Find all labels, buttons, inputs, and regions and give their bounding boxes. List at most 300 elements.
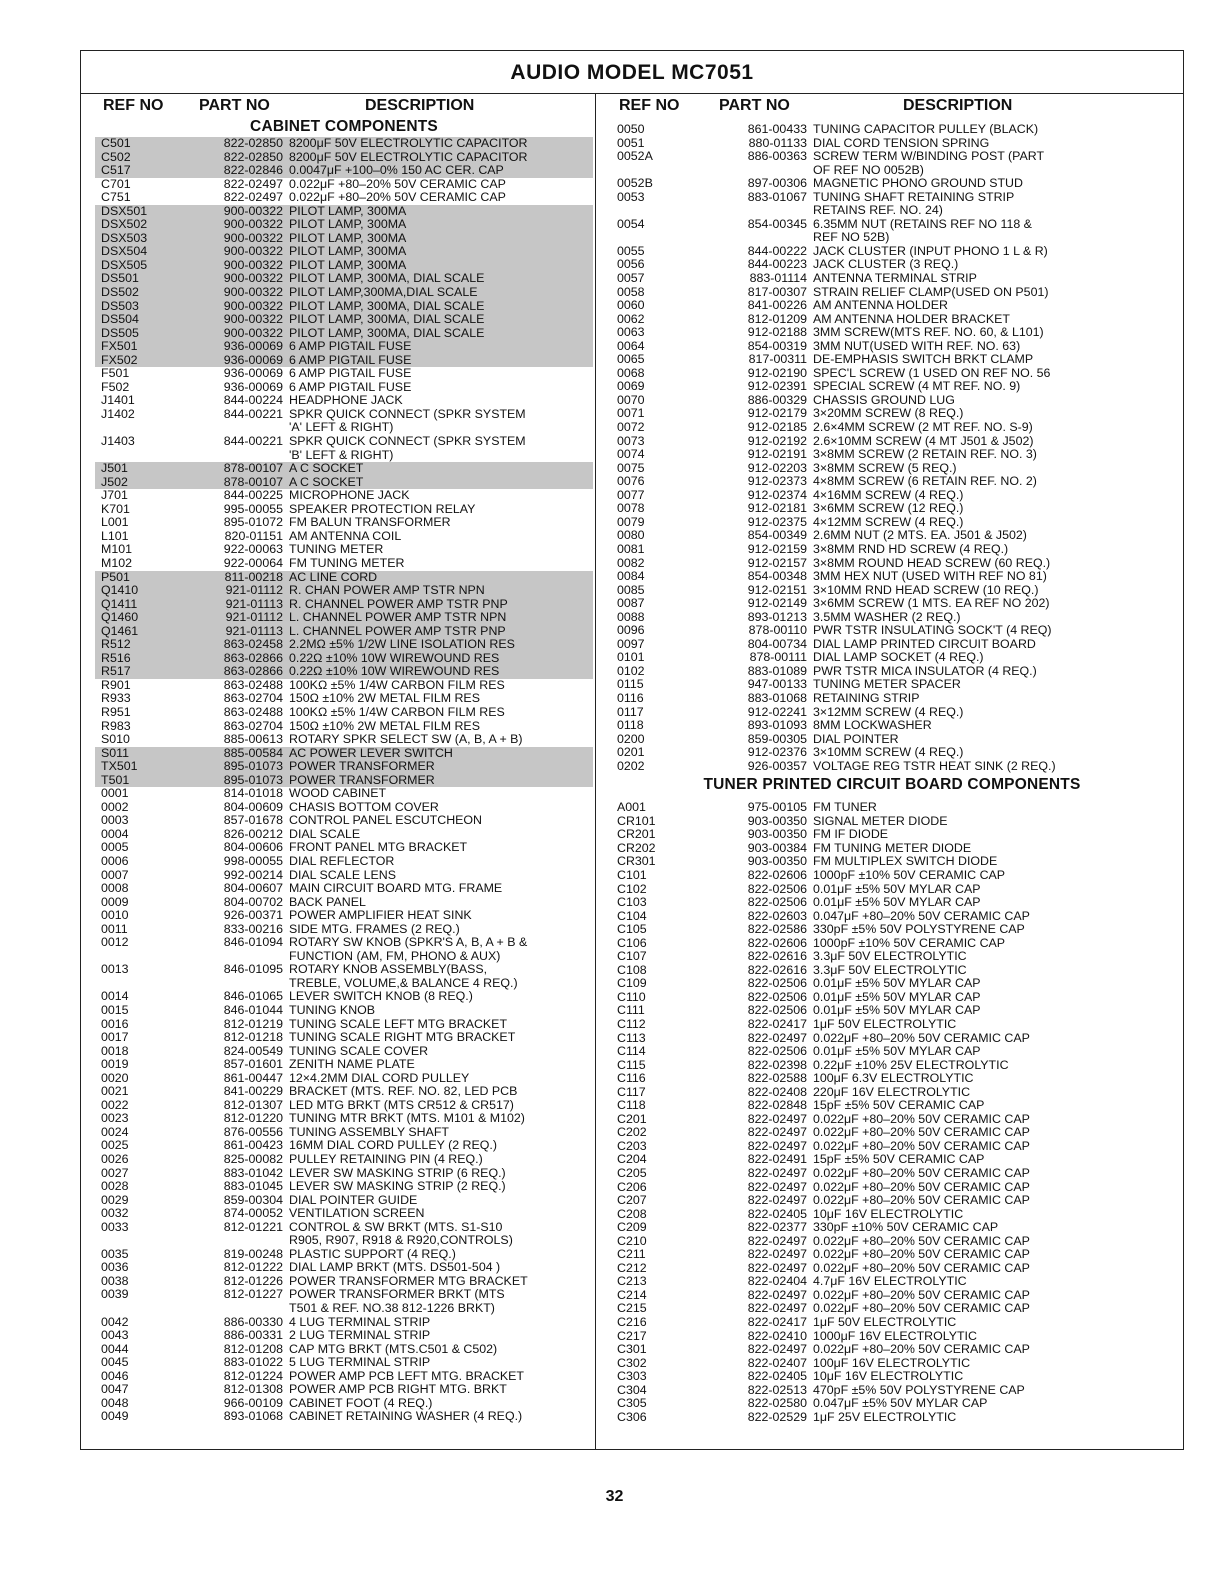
description-cell: 0.022μF +80–20% 50V CERAMIC CAP	[813, 1288, 1030, 1302]
table-row	[95, 151, 593, 165]
ref-no-cell: C110	[617, 989, 646, 1004]
part-no-cell: 844-00221	[223, 434, 283, 449]
table-row	[613, 1167, 1171, 1181]
description-cell: 100KΩ ±5% 1/4W CARBON FILM RES	[289, 678, 505, 692]
part-no-cell: 926-00357	[747, 758, 807, 773]
table-row	[95, 963, 593, 977]
description-cell: 0.22Ω ±10% 10W WIREWOUND RES	[289, 651, 500, 665]
page-number: 32	[605, 1488, 624, 1505]
part-no-header: PART NO	[199, 97, 270, 114]
part-no-cell: 844-00221	[223, 406, 283, 421]
part-no-cell: 812-01227	[223, 1287, 283, 1302]
part-no-cell: 826-00212	[223, 826, 283, 841]
description-cell: 3×8MM ROUND HEAD SCREW (60 REQ.)	[813, 556, 1051, 570]
table-row	[613, 570, 1171, 584]
ref-no-cell: 0049	[101, 1409, 129, 1424]
ref-no-cell	[95, 977, 197, 991]
table-row	[95, 1288, 593, 1302]
ref-no-cell: 0116	[617, 690, 644, 705]
description-cell: TUNING SCALE LEFT MTG BRACKET	[289, 1017, 508, 1031]
table-row	[613, 584, 1171, 598]
table-row	[613, 177, 1171, 191]
part-no-cell: 883-01042	[223, 1165, 283, 1180]
description-cell: 220μF 16V ELECTROLYTIC	[813, 1085, 971, 1099]
table-row	[613, 1140, 1171, 1154]
ref-no-cell: R512	[101, 637, 131, 652]
ref-no-cell: DSX501	[101, 203, 148, 218]
ref-no-cell: 0054	[617, 216, 645, 231]
description-cell: 0.022μF +80–20% 50V CERAMIC CAP	[813, 1031, 1030, 1045]
table-row	[95, 300, 593, 314]
description-cell: PILOT LAMP, 300MA, DIAL SCALE	[289, 272, 485, 286]
description-cell: DIAL SCALE	[289, 827, 361, 841]
description-cell: A C SOCKET	[289, 462, 364, 476]
description-cell: 4 LUG TERMINAL STRIP	[289, 1315, 431, 1329]
part-no-cell: 844-00225	[223, 488, 283, 503]
part-no-cell: 921-01112	[225, 583, 283, 598]
description-cell: REF NO 52B)	[813, 231, 890, 245]
part-no-cell: 846-01095	[223, 962, 283, 977]
ref-no-cell: C118	[617, 1098, 646, 1113]
part-no-cell: 857-01601	[223, 1057, 283, 1072]
table-row	[95, 1045, 593, 1059]
table-row	[95, 489, 593, 503]
part-no-cell: 854-00349	[747, 528, 807, 543]
ref-no-cell	[95, 950, 197, 964]
ref-no-cell: C207	[617, 1193, 647, 1208]
part-no-cell: 822-02606	[747, 935, 807, 950]
table-row	[95, 1139, 593, 1153]
ref-no-cell: 0002	[101, 799, 129, 814]
description-cell: 0.022μF +80–20% 50V CERAMIC CAP	[813, 1126, 1030, 1140]
part-no-cell: 912-02190	[747, 365, 807, 380]
ref-no-cell: S010	[101, 732, 130, 747]
ref-no-cell: 0023	[101, 1111, 129, 1126]
ref-no-cell: 0052B	[617, 176, 653, 191]
table-row	[95, 137, 593, 151]
description-cell: WOOD CABINET	[289, 787, 387, 801]
table-row	[613, 286, 1171, 300]
ref-no-cell: 0024	[101, 1124, 129, 1139]
description-cell: L. CHANNEL POWER AMP TSTR PNP	[289, 624, 506, 638]
part-no-cell: 912-02192	[747, 433, 807, 448]
table-row	[613, 150, 1171, 164]
table-row	[613, 245, 1171, 259]
part-no-cell: 863-02704	[223, 691, 283, 706]
part-no-cell: 995-00055	[223, 501, 283, 516]
table-row	[613, 883, 1171, 897]
description-cell: FM BALUN TRANSFORMER	[289, 516, 451, 530]
part-no-cell: 900-00322	[223, 217, 283, 232]
part-no-cell: 812-01208	[223, 1341, 283, 1356]
description-cell: RETAINING STRIP	[813, 691, 920, 705]
ref-no-cell: 0062	[617, 311, 645, 326]
part-no-cell: 992-00214	[223, 867, 283, 882]
ref-no-cell: 0032	[101, 1206, 129, 1221]
part-no-cell: 861-00423	[223, 1138, 283, 1153]
ref-no-cell: 0035	[101, 1246, 129, 1261]
table-row	[613, 692, 1171, 706]
description-cell: ROTARY KNOB ASSEMBLY(BASS,	[289, 963, 488, 977]
part-no-cell: 822-02398	[747, 1057, 807, 1072]
part-no-cell: 912-02179	[747, 406, 807, 421]
description-cell: R. CHAN POWER AMP TSTR NPN	[289, 584, 485, 598]
ref-no-cell: 0201	[617, 745, 645, 760]
table-row	[95, 1329, 593, 1343]
table-row	[613, 746, 1171, 760]
ref-no-cell: 0068	[617, 365, 645, 380]
ref-no-cell: C113	[617, 1030, 646, 1045]
table-row	[613, 678, 1171, 692]
ref-no-cell: CR201	[617, 827, 656, 842]
description-cell: 'B' LEFT & RIGHT)	[289, 448, 394, 462]
description-cell: PWR TSTR MICA INSULATOR (4 REQ.)	[813, 664, 1037, 678]
table-row	[613, 326, 1171, 340]
ref-no-cell: C208	[617, 1206, 647, 1221]
part-no-cell: 846-01094	[223, 935, 283, 950]
table-row	[613, 380, 1171, 394]
part-no-cell: 822-02497	[747, 1111, 807, 1126]
part-no-cell: 822-02850	[223, 136, 283, 150]
part-no-cell: 822-02606	[747, 867, 807, 882]
description-cell: 0.047μF +80–20% 50V CERAMIC CAP	[813, 909, 1030, 923]
table-row	[95, 855, 593, 869]
part-no-cell: 822-02497	[747, 1301, 807, 1316]
table-row	[613, 923, 1171, 937]
ref-no-cell: DS501	[101, 271, 139, 286]
table-row	[613, 964, 1171, 978]
title-divider	[81, 93, 1183, 94]
description-cell: DIAL POINTER	[813, 732, 899, 746]
part-no-cell: 822-02497	[747, 1342, 807, 1357]
description-cell: HEADPHONE JACK	[289, 394, 403, 408]
ref-no-cell: DS503	[101, 298, 139, 313]
table-row	[95, 394, 593, 408]
part-no-cell: 822-02405	[747, 1369, 807, 1384]
part-no-cell: 900-00322	[223, 203, 283, 218]
table-row	[95, 950, 593, 964]
ref-no-cell: 0081	[617, 541, 645, 556]
description-cell: 12×4.2MM DIAL CORD PULLEY	[289, 1071, 470, 1085]
ref-no-cell: 0014	[101, 989, 129, 1004]
section-title-tuner-pcb: TUNER PRINTED CIRCUIT BOARD COMPONENTS	[703, 776, 1081, 794]
table-row	[613, 1370, 1171, 1384]
ref-no-cell: 0200	[617, 731, 645, 746]
description-cell: 1μF 50V ELECTROLYTIC	[813, 1316, 957, 1330]
part-no-cell: 822-02497	[747, 1125, 807, 1140]
description-cell: DIAL CORD TENSION SPRING	[813, 136, 990, 150]
table-row	[95, 516, 593, 530]
description-header: DESCRIPTION	[903, 97, 1013, 114]
ref-no-cell: 0055	[617, 243, 645, 258]
description-cell: CONTROL & SW BRKT (MTS. S1-S10	[289, 1220, 503, 1234]
part-no-cell: 878-00107	[223, 474, 283, 489]
description-cell: LEVER SW MASKING STRIP (6 REQ.)	[289, 1166, 506, 1180]
table-row	[613, 950, 1171, 964]
ref-no-cell: C206	[617, 1179, 647, 1194]
description-cell: 0.022μF +80–20% 50V CERAMIC CAP	[289, 191, 506, 205]
table-row	[613, 448, 1171, 462]
description-cell: PILOT LAMP, 300MA, DIAL SCALE	[289, 326, 485, 340]
part-no-cell: 812-01308	[223, 1382, 283, 1397]
ref-no-cell: 0044	[101, 1341, 129, 1356]
description-cell: AM ANTENNA HOLDER	[813, 299, 948, 313]
ref-no-cell: 0022	[101, 1097, 129, 1112]
ref-no-cell: DSX503	[101, 230, 148, 245]
table-row	[613, 896, 1171, 910]
part-no-cell: 886-00363	[747, 149, 807, 164]
table-row	[95, 557, 593, 571]
table-row	[95, 882, 593, 896]
table-row	[613, 638, 1171, 652]
ref-no-cell: 0008	[101, 881, 129, 896]
ref-no-cell: 0063	[617, 325, 645, 340]
description-cell: PLASTIC SUPPORT (4 REQ.)	[289, 1247, 456, 1261]
table-row	[95, 408, 593, 422]
table-row	[95, 638, 593, 652]
table-row	[613, 760, 1171, 774]
left-column-header	[95, 95, 593, 117]
part-no-cell: 822-02506	[747, 1044, 807, 1059]
description-cell: PILOT LAMP, 300MA	[289, 245, 407, 259]
description-cell: PULLEY RETAINING PIN (4 REQ.)	[289, 1153, 483, 1167]
table-row	[95, 1194, 593, 1208]
ref-no-cell: 0039	[101, 1287, 129, 1302]
ref-no-cell: FX502	[101, 352, 138, 367]
table-row	[95, 923, 593, 937]
description-cell: 1000pF ±10% 50V CERAMIC CAP	[813, 936, 1006, 950]
part-no-cell: 804-00607	[223, 881, 283, 896]
table-row	[613, 1153, 1171, 1167]
description-cell: FM TUNING METER	[289, 556, 405, 570]
part-no-cell: 878-00111	[749, 650, 807, 665]
ref-no-cell: 0056	[617, 257, 645, 272]
table-row	[613, 1032, 1171, 1046]
table-row	[95, 381, 593, 395]
description-cell: 'A' LEFT & RIGHT)	[289, 421, 394, 435]
ref-no-cell: L001	[101, 515, 129, 530]
ref-no-cell: 0042	[101, 1314, 129, 1329]
part-no-cell: 921-01113	[225, 623, 283, 638]
left-parts-list	[95, 137, 593, 1424]
part-no-cell: 883-01068	[747, 690, 807, 705]
table-row	[95, 1343, 593, 1357]
description-cell: POWER TRANSFORMER	[289, 760, 435, 774]
part-no-cell: 900-00322	[223, 230, 283, 245]
ref-no-cell: C114	[617, 1044, 646, 1059]
part-no-cell: 966-00109	[223, 1395, 283, 1410]
part-no-cell: 876-00556	[223, 1124, 283, 1139]
description-cell: STRAIN RELIEF CLAMP(USED ON P501)	[813, 285, 1049, 299]
description-cell: 0.022μF +80–20% 50V CERAMIC CAP	[813, 1167, 1030, 1181]
table-row	[95, 1018, 593, 1032]
part-no-cell: 822-02506	[747, 895, 807, 910]
ref-no-cell: J1401	[101, 393, 135, 408]
table-row	[95, 598, 593, 612]
description-cell: 100μF 16V ELECTROLYTIC	[813, 1356, 971, 1370]
part-no-cell: 900-00322	[223, 325, 283, 340]
table-row	[613, 231, 1171, 245]
ref-no-cell: 0026	[101, 1152, 129, 1167]
description-cell: 3×12MM SCREW (4 REQ.)	[813, 705, 964, 719]
description-cell: AC POWER LEVER SWITCH	[289, 746, 453, 760]
description-cell: VOLTAGE REG TSTR HEAT SINK (2 REQ.)	[813, 759, 1056, 773]
description-cell: TUNING KNOB	[289, 1004, 376, 1017]
ref-no-cell: 0072	[617, 420, 645, 435]
part-no-cell: 812-01226	[223, 1273, 283, 1288]
ref-no-cell: C210	[617, 1233, 647, 1248]
ref-no-cell: 0070	[617, 392, 645, 407]
table-row	[95, 584, 593, 598]
ref-no-cell: TX501	[101, 759, 138, 774]
ref-no-cell: Q1461	[101, 623, 139, 638]
ref-no-cell: 0005	[101, 840, 129, 855]
table-row	[95, 1410, 593, 1424]
description-cell: 3×10MM SCREW (4 REQ.)	[813, 746, 964, 760]
description-cell: CHASSIS GROUND LUG	[813, 393, 955, 407]
description-cell: JACK CLUSTER (INPUT PHONO 1 L & R)	[813, 244, 1048, 258]
description-cell: 4×12MM SCREW (4 REQ.)	[813, 515, 964, 529]
table-row	[613, 1181, 1171, 1195]
part-no-cell: 893-01093	[747, 718, 807, 733]
ref-no-cell: C108	[617, 962, 647, 977]
part-no-cell: 900-00322	[223, 298, 283, 313]
ref-no-cell: 0096	[617, 623, 645, 638]
description-cell: 0.01μF ±5% 50V MYLAR CAP	[813, 990, 981, 1004]
description-cell: FRONT PANEL MTG BRACKET	[289, 841, 468, 855]
table-row	[613, 977, 1171, 991]
description-cell: BRACKET (MTS. REF. NO. 82, LED PCB	[289, 1085, 518, 1099]
table-row	[613, 258, 1171, 272]
description-cell: 100KΩ ±5% 1/4W CARBON FILM RES	[289, 705, 505, 719]
ref-no-cell: R933	[101, 691, 131, 706]
table-row	[613, 421, 1171, 435]
ref-no-cell: P501	[101, 569, 130, 584]
ref-no-cell	[613, 231, 709, 245]
table-row	[95, 1072, 593, 1086]
part-no-cell: 822-02513	[747, 1382, 807, 1397]
ref-no-cell: 0045	[101, 1355, 129, 1370]
part-no-cell: 846-01044	[223, 1003, 283, 1017]
description-cell: 0.01μF ±5% 50V MYLAR CAP	[813, 896, 981, 910]
part-no-cell: 812-01224	[223, 1368, 283, 1383]
table-row	[95, 543, 593, 557]
ref-no-cell: C303	[617, 1369, 647, 1384]
table-row	[95, 625, 593, 639]
ref-no-cell: C306	[617, 1409, 647, 1424]
part-no-cell: 819-00248	[223, 1246, 283, 1261]
description-cell: PILOT LAMP, 300MA	[289, 258, 407, 272]
description-cell: TUNING METER	[289, 543, 384, 557]
ref-no-cell: K701	[101, 501, 130, 516]
part-no-cell: 921-01113	[225, 596, 283, 611]
part-no-cell: 812-01222	[223, 1260, 283, 1275]
part-no-cell: 912-02376	[747, 745, 807, 760]
ref-no-cell: C111	[617, 1003, 645, 1018]
table-row	[613, 1208, 1171, 1222]
part-no-cell	[197, 1234, 283, 1248]
description-cell: PILOT LAMP, 300MA, DIAL SCALE	[289, 313, 485, 327]
ref-no-cell: C502	[101, 149, 131, 164]
description-cell: 3.5MM WASHER (2 REQ.)	[813, 610, 961, 624]
part-no-cell: 863-02488	[223, 704, 283, 719]
table-row	[613, 1411, 1171, 1425]
ref-no-cell: C301	[617, 1342, 647, 1357]
table-row	[95, 977, 593, 991]
table-row	[613, 1086, 1171, 1100]
part-no-cell: 912-02149	[747, 596, 807, 611]
table-row	[613, 597, 1171, 611]
table-row	[95, 476, 593, 490]
ref-no-cell: 0033	[101, 1219, 129, 1234]
part-no-cell: 897-00306	[747, 176, 807, 191]
table-row	[613, 937, 1171, 951]
description-cell: PILOT LAMP, 300MA	[289, 204, 407, 218]
ref-no-cell: 0013	[101, 962, 129, 977]
ref-no-cell: 0097	[617, 636, 645, 651]
part-no-cell: 912-02181	[747, 501, 807, 516]
part-no-cell: 903-00384	[747, 840, 807, 855]
part-no-cell	[709, 204, 807, 218]
part-no-cell: 885-00613	[223, 732, 283, 747]
description-cell: 0.022μF +80–20% 50V CERAMIC CAP	[813, 1194, 1030, 1208]
description-cell: 0.022μF +80–20% 50V CERAMIC CAP	[813, 1180, 1030, 1194]
ref-no-cell: 0011	[101, 921, 128, 936]
table-row	[95, 692, 593, 706]
ref-no-cell: C517	[101, 163, 131, 178]
ref-no-cell: M102	[101, 555, 132, 570]
column-divider	[595, 93, 596, 1449]
description-cell: A C SOCKET	[289, 475, 364, 489]
part-no-cell: 820-01151	[224, 528, 283, 543]
part-no-cell: 912-02188	[747, 325, 807, 340]
table-row	[95, 449, 593, 463]
table-row	[613, 502, 1171, 516]
description-cell: 470pF ±5% 50V POLYSTYRENE CAP	[813, 1383, 1025, 1397]
ref-no-cell: 0025	[101, 1138, 129, 1153]
part-no-cell: 912-02151	[747, 582, 807, 597]
description-cell: 0.022μF +80–20% 50V CERAMIC CAP	[813, 1112, 1030, 1126]
table-row	[95, 760, 593, 774]
table-row	[95, 327, 593, 341]
description-cell: SPKR QUICK CONNECT (SPKR SYSTEM	[289, 435, 526, 449]
ref-no-cell: J1403	[101, 434, 135, 449]
description-cell: 3×8MM RND HD SCREW (4 REQ.)	[813, 542, 1009, 556]
description-cell: 0.022μF +80–20% 50V CERAMIC CAP	[813, 1261, 1030, 1275]
ref-no-cell: A001	[617, 800, 646, 815]
table-row	[613, 815, 1171, 829]
part-no-cell: 893-01213	[747, 609, 807, 624]
part-no-cell: 844-00224	[223, 393, 283, 408]
table-row	[95, 421, 593, 435]
description-cell: 6 AMP PIGTAIL FUSE	[289, 380, 412, 394]
ref-no-cell: 0020	[101, 1070, 129, 1085]
description-cell: 1μF 25V ELECTROLYTIC	[813, 1410, 957, 1424]
part-no-cell	[197, 449, 283, 463]
description-cell: ROTARY SW KNOB (SPKR'S A, B, A + B &	[289, 936, 528, 950]
table-row	[95, 571, 593, 585]
table-row	[613, 651, 1171, 665]
part-no-cell: 844-00223	[747, 257, 807, 272]
part-no-cell: 822-02417	[747, 1017, 807, 1031]
part-no-cell: 863-02488	[223, 677, 283, 692]
description-cell: POWER AMPLIFIER HEAT SINK	[289, 909, 472, 923]
description-cell: FM IF DIODE	[813, 828, 889, 842]
ref-no-cell: 0048	[101, 1395, 129, 1410]
part-no-cell: 863-02866	[223, 664, 283, 679]
table-row	[95, 1234, 593, 1248]
ref-no-cell: 0082	[617, 555, 645, 570]
